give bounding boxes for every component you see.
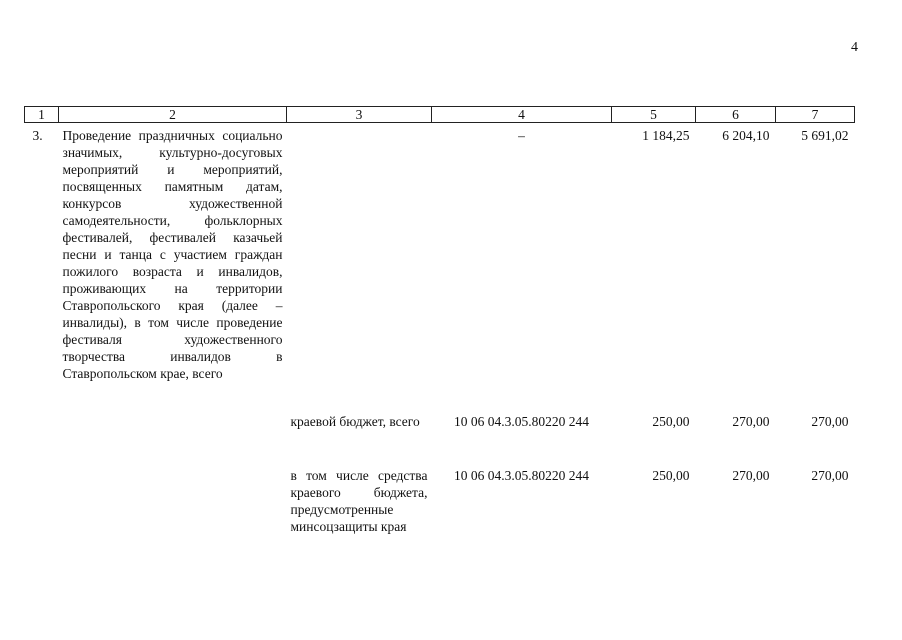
row-value-7: 270,00 bbox=[811, 414, 849, 429]
table-body bbox=[25, 123, 855, 568]
header-row bbox=[25, 107, 855, 123]
row-value-5: 250,00 bbox=[652, 468, 690, 483]
header-cell-5: 5 bbox=[612, 107, 696, 123]
row-value-5: 250,00 bbox=[652, 414, 690, 429]
empty-cell bbox=[25, 463, 59, 567]
header-cell-7: 7 bbox=[776, 107, 855, 123]
table-row-regional-budget bbox=[25, 409, 855, 463]
header-cell-3: 3 bbox=[287, 107, 432, 123]
row-description: Проведение праздничных социально значимых, культурно-досуговых мероприятий и мероприятий, посвященных памятным датам, конкурсов художественной самодеятельности, фольклорных фестивалей, фестивалей казачьей песни и танца с участием граждан пожилого возраста и инвалидов, проживающих на территории Ставропольского края (далее – инвалиды), в том числе проведение фестиваля художественного творчества инвалидов в Ставропольском крае, всего bbox=[62, 128, 283, 381]
row-value-7: 270,00 bbox=[811, 468, 849, 483]
header-cell-4: 4 bbox=[432, 107, 612, 123]
row-code: – bbox=[518, 128, 525, 143]
row-value-7: 5 691,02 bbox=[801, 128, 849, 143]
header-cell-1: 1 bbox=[25, 107, 59, 123]
row-code: 10 06 04.3.05.80220 244 bbox=[454, 468, 589, 483]
row-value-6: 6 204,10 bbox=[722, 128, 770, 143]
header-cell-6: 6 bbox=[696, 107, 776, 123]
empty-cell bbox=[25, 409, 59, 463]
row-source: в том числе средства краевого бюджета, предусмотренные минсоцзащиты края bbox=[290, 468, 428, 534]
row-number: 3. bbox=[32, 128, 43, 143]
table-header bbox=[25, 107, 855, 123]
row-source: краевой бюджет, всего bbox=[290, 414, 420, 429]
header-cell-2: 2 bbox=[59, 107, 287, 123]
table-row-ministry-funds bbox=[25, 463, 855, 567]
budget-table bbox=[24, 106, 855, 567]
row-value-6: 270,00 bbox=[732, 414, 770, 429]
row-value-5: 1 184,25 bbox=[642, 128, 690, 143]
empty-cell bbox=[59, 463, 287, 567]
empty-cell bbox=[59, 409, 287, 463]
page-number: 4 bbox=[851, 40, 858, 55]
row-source bbox=[287, 123, 432, 410]
row-value-6: 270,00 bbox=[732, 468, 770, 483]
table-row-main bbox=[25, 123, 855, 410]
row-code: 10 06 04.3.05.80220 244 bbox=[454, 414, 589, 429]
